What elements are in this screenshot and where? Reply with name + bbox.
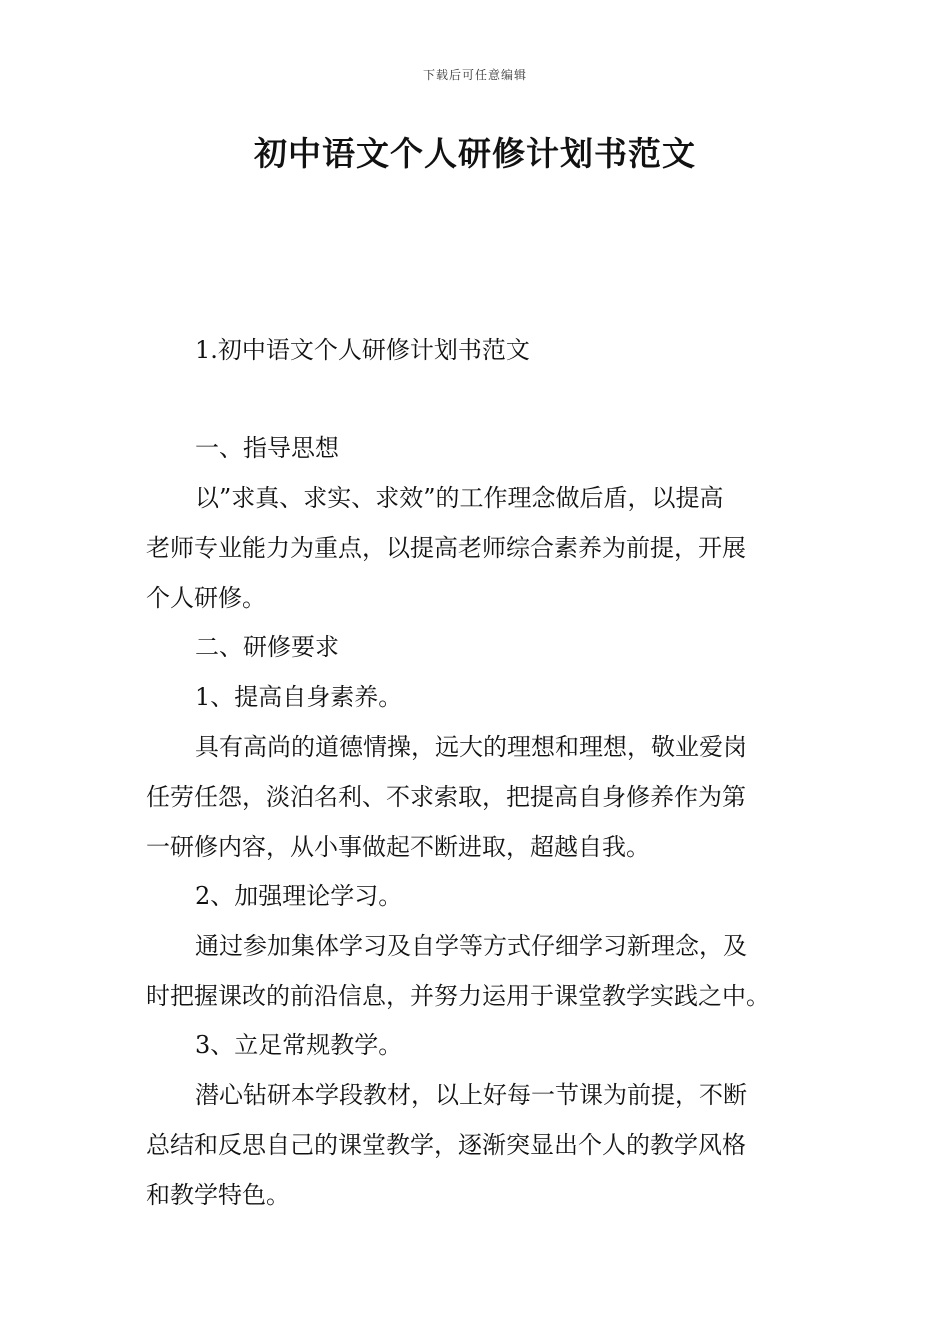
paragraph-line: 以”求真、求实、求效”的工作理念做后盾，以提高: [195, 484, 724, 512]
paragraph-line: 一研修内容，从小事做起不断进取，超越自我。: [146, 833, 650, 861]
paragraph-line: 个人研修。: [146, 584, 266, 612]
paragraph-line: 具有高尚的道德情操，远大的理想和理想，敬业爱岗: [195, 733, 747, 761]
paragraph-line: 总结和反思自己的课堂教学，逐渐突显出个人的教学风格: [146, 1131, 746, 1159]
paragraph-line: 老师专业能力为重点，以提高老师综合素养为前提，开展: [146, 534, 746, 562]
subheading-self-quality: 1、提高自身素养。: [195, 683, 403, 711]
paragraph-line: 和教学特色。: [146, 1181, 290, 1209]
document-title: 初中语文个人研修计划书范文: [254, 134, 696, 173]
section-heading: 1.初中语文个人研修计划书范文: [195, 336, 530, 364]
paragraph-line: 时把握课改的前沿信息，并努力运用于课堂教学实践之中。: [146, 982, 770, 1010]
paragraph-line: 任劳任怨，淡泊名利、不求索取，把提高自身修养作为第: [146, 783, 746, 811]
heading-requirements: 二、研修要求: [195, 633, 339, 661]
subheading-theory-study: 2、加强理论学习。: [195, 882, 403, 910]
heading-guiding-thought: 一、指导思想: [195, 434, 339, 462]
paragraph-line: 通过参加集体学习及自学等方式仔细学习新理念，及: [195, 932, 747, 960]
header-note: 下载后可任意编辑: [422, 68, 527, 82]
subheading-routine-teaching: 3、立足常规教学。: [195, 1031, 403, 1059]
paragraph-line: 潜心钻研本学段教材，以上好每一节课为前提，不断: [195, 1081, 747, 1109]
